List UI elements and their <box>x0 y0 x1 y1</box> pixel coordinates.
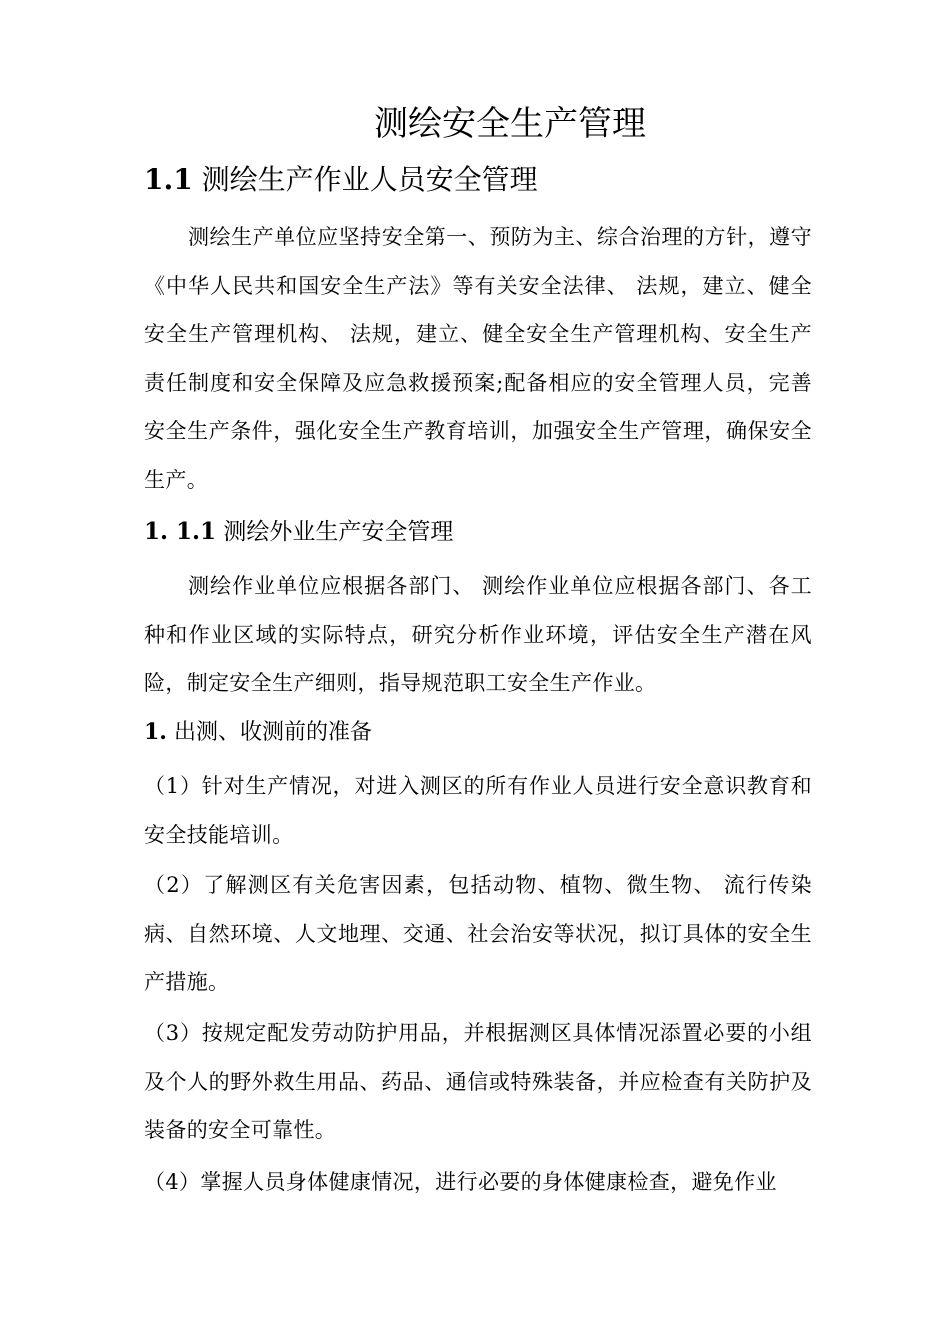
subsection-number: 1. 1.1 <box>144 518 217 545</box>
section-body-paragraph: 测绘生产单位应坚持安全第一、预防为主、综合治理的方针，遵守《中华人民共和国安全生产法》等有关安全法律、 法规，建立、健全安全生产管理机构、 法规，建立、健全安全生产管理机构、安全生产责任制度和安全保障及应急救援预案;配备相应的安全管理人员，完善安全生产条件，强化安全生产教育培训，加强安全生产管理，确保安全生产。 <box>144 225 812 492</box>
section-heading <box>144 160 538 200</box>
subsection-heading-text: 测绘外业生产安全管理 <box>223 519 454 545</box>
subsubsection-number: 1. <box>144 719 167 745</box>
list-item-1: （1）针对生产情况，对进入测区的所有作业人员进行安全意识教育和安全技能培训。 <box>144 774 812 847</box>
list-item-2: （2）了解测区有关危害因素，包括动物、植物、微生物、 流行传染病、自然环境、人文地理、交通、社会治安等状况，拟订具体的安全生产措施。 <box>144 873 812 994</box>
section-number: 1.1 <box>144 163 193 196</box>
subsubsection-heading-text: 出测、收测前的准备 <box>173 720 372 745</box>
list-item-4: （4）掌握人员身体健康情况，进行必要的身体健康检查，避免作业 <box>144 1170 777 1194</box>
subsubsection-heading <box>144 714 372 751</box>
subsection-body-paragraph: 测绘作业单位应根据各部门、 测绘作业单位应根据各部门、各工种和作业区域的实际特点，研究分析作业环境，评估安全生产潜在风险，制定安全生产细则，指导规范职工安全生产作业。 <box>144 574 812 695</box>
subsection-heading <box>144 514 453 550</box>
document-title: 测绘安全生产管理 <box>374 104 646 144</box>
list-item-3: （3）按规定配发劳动防护用品，并根据测区具体情况添置必要的小组及个人的野外救生用品、药品、通信或特殊装备，并应检查有关防护及装备的安全可靠性。 <box>144 1021 812 1142</box>
section-heading-text: 测绘生产作业人员安全管理 <box>201 163 538 196</box>
